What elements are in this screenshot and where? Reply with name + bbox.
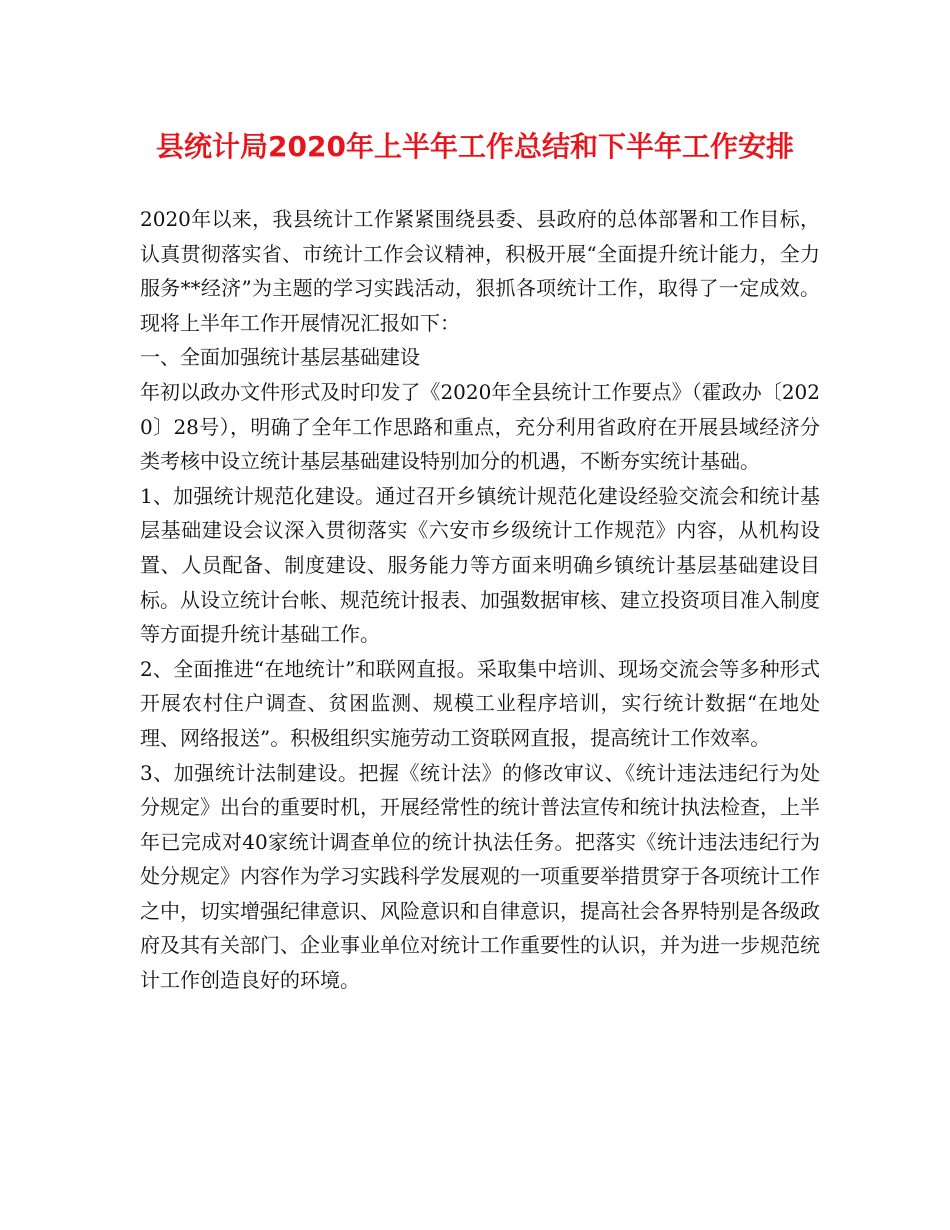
paragraph-item-3: 3、加强统计法制建设。把握《统计法》的修改审议、《统计违法违纪行为处分规定》出台的重要时机，开展经常性的统计普法宣传和统计执法检查，上半年已完成对40家统计调查单位的统计执法任务。把落实《统计违法违纪行为处分规定》内容作为学习实践科学发展观的一项重要举措贯穿于各项统计工作之中，切实增强纪律意识、风险意识和自律意识，提高社会各界特别是各级政府及其有关部门、企业事业单位对统计工作重要性的认识，并为进一步规范统计工作创造良好的环境。 — [140, 760, 820, 993]
paragraph-item-1: 1、加强统计规范化建设。通过召开乡镇统计规范化建设经验交流会和统计基层基础建设会议深入贯彻落实《六安市乡级统计工作规范》内容，从机构设置、人员配备、制度建设、服务能力等方面来明确乡镇统计基层基础建设目标。从设立统计台帐、规范统计报表、加强数据审核、建立投资项目准入制度等方面提升统计基础工作。 — [140, 483, 820, 647]
paragraph-section-1-overview: 年初以政办文件形式及时印发了《2020年全县统计工作要点》（霍政办〔2020〕28号），明确了全年工作思路和重点，充分利用省政府在开展县域经济分类考核中设立统计基层基础建设特别加分的机遇，不断夯实统计基础。 — [140, 379, 820, 474]
document-body — [140, 202, 820, 998]
paragraph-intro: 2020年以来，我县统计工作紧紧围绕县委、县政府的总体部署和工作目标，认真贯彻落实省、市统计工作会议精神，积极开展“全面提升统计能力，全力服务**经济”为主题的学习实践活动，狠抓各项统计工作，取得了一定成效。现将上半年工作开展情况汇报如下： — [140, 207, 820, 335]
paragraph-item-2: 2、全面推进“在地统计”和联网直报。采取集中培训、现场交流会等多种形式开展农村住户调查、贫困监测、规模工业程序培训，实行统计数据“在地处理、网络报送”。积极组织实施劳动工资联网直报，提高统计工作效率。 — [140, 656, 820, 750]
document-title: 县统计局2020年上半年工作总结和下半年工作安排 — [156, 130, 794, 163]
section-heading-1: 一、全面加强统计基层基础建设 — [140, 345, 420, 370]
